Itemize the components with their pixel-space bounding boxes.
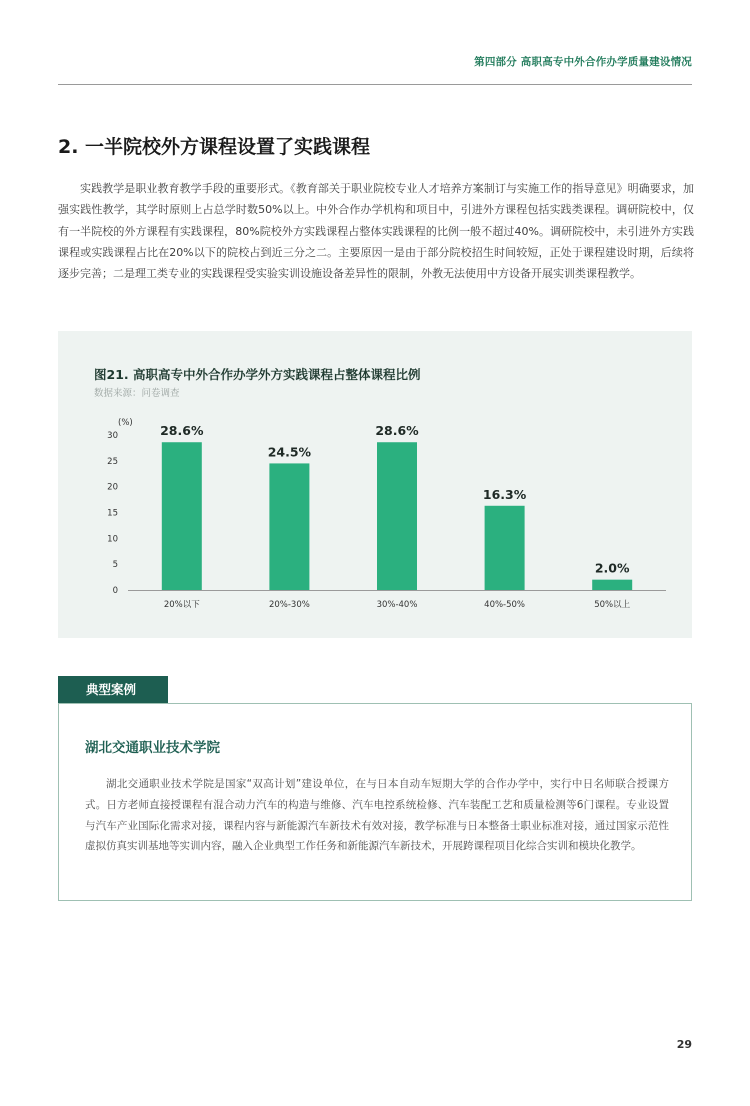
page-number: 29	[676, 1038, 692, 1051]
y-axis-unit-label: (%)	[118, 418, 133, 428]
bar-chart	[58, 331, 692, 638]
chart-bars	[160, 423, 632, 590]
x-tick-label: 40%-50%	[484, 600, 526, 610]
bar-data-label: 24.5%	[267, 444, 312, 460]
bar-data-label: 28.6%	[160, 423, 204, 439]
bar-data-label: 28.6%	[375, 423, 419, 439]
bar	[485, 506, 525, 590]
case-box	[58, 703, 692, 901]
section-heading: 2. 一半院校外方课程设置了实践课程	[58, 136, 371, 158]
bar	[269, 463, 309, 590]
y-tick-label: 5	[112, 560, 118, 571]
case-title: 湖北交通职业技术学院	[85, 740, 220, 756]
body-paragraph: 实践教学是职业教育教学手段的重要形式。《教育部关于职业院校专业人才培养方案制订与实施工作的指导意见》明确要求，加强实践性教学，其学时原则上占总学时数50%以上。中外合作办学机构和项目中，引进外方课程包括实践类课程。调研院校中，仅有一半院校的外方课程有实践课程，80%院校外方实践课程占整体实践课程的比例一般不超过40%。调研院校中，未引进外方实践课程或实践课程占比在20%以下的院校占到近三分之二。主要原因一是由于部分院校招生时间较短，正处于课程建设时期，后续将逐步完善；二是理工类专业的实践课程受实验实训设施设备差异性的限制，外教无法使用中方设备开展实训类课程教学。	[58, 182, 694, 281]
bar	[162, 442, 202, 590]
y-tick-label: 15	[107, 508, 118, 519]
chart-panel	[58, 331, 692, 638]
x-tick-label: 30%-40%	[376, 600, 418, 610]
bar-data-label: 16.3%	[482, 486, 527, 502]
bar	[377, 442, 417, 590]
y-tick-label: 30	[107, 431, 118, 441]
header-rule	[58, 84, 692, 85]
x-tick-label: 20%以下	[163, 600, 200, 610]
case-tab: 典型案例	[58, 676, 168, 704]
y-tick-label: 20	[107, 482, 118, 493]
y-tick-label: 10	[107, 534, 118, 545]
page-header-title: 第四部分 高职高专中外合作办学质量建设情况	[474, 56, 692, 68]
bar	[592, 580, 632, 590]
case-text: 湖北交通职业技术学院是国家“双高计划”建设单位，在与日本自动车短期大学的合作办学中，实行中日名师联合授课方式。日方老师直接授课程有混合动力汽车的构造与维修、汽车电控系统检修、汽车装配工艺和质量检测等6门课程。专业设置与汽车产业国际化需求对接，课程内容与新能源汽车新技术有效对接，教学标准与日本整备士职业标准对接，通过国家示范性虚拟仿真实训基地等实训内容，融入企业典型工作任务和新能源汽车新技术，开展跨课程项目化综合实训和模块化教学。	[85, 778, 669, 853]
chart-title: 图21. 高职高专中外合作办学外方实践课程占整体课程比例	[94, 367, 421, 382]
y-tick-label: 25	[107, 456, 118, 467]
bar-data-label: 2.0%	[594, 560, 630, 576]
x-tick-label: 50%以上	[594, 600, 631, 610]
x-tick-label: 20%-30%	[268, 600, 310, 610]
y-tick-label: 0	[112, 586, 118, 596]
chart-source: 数据来源：问卷调查	[94, 388, 180, 399]
